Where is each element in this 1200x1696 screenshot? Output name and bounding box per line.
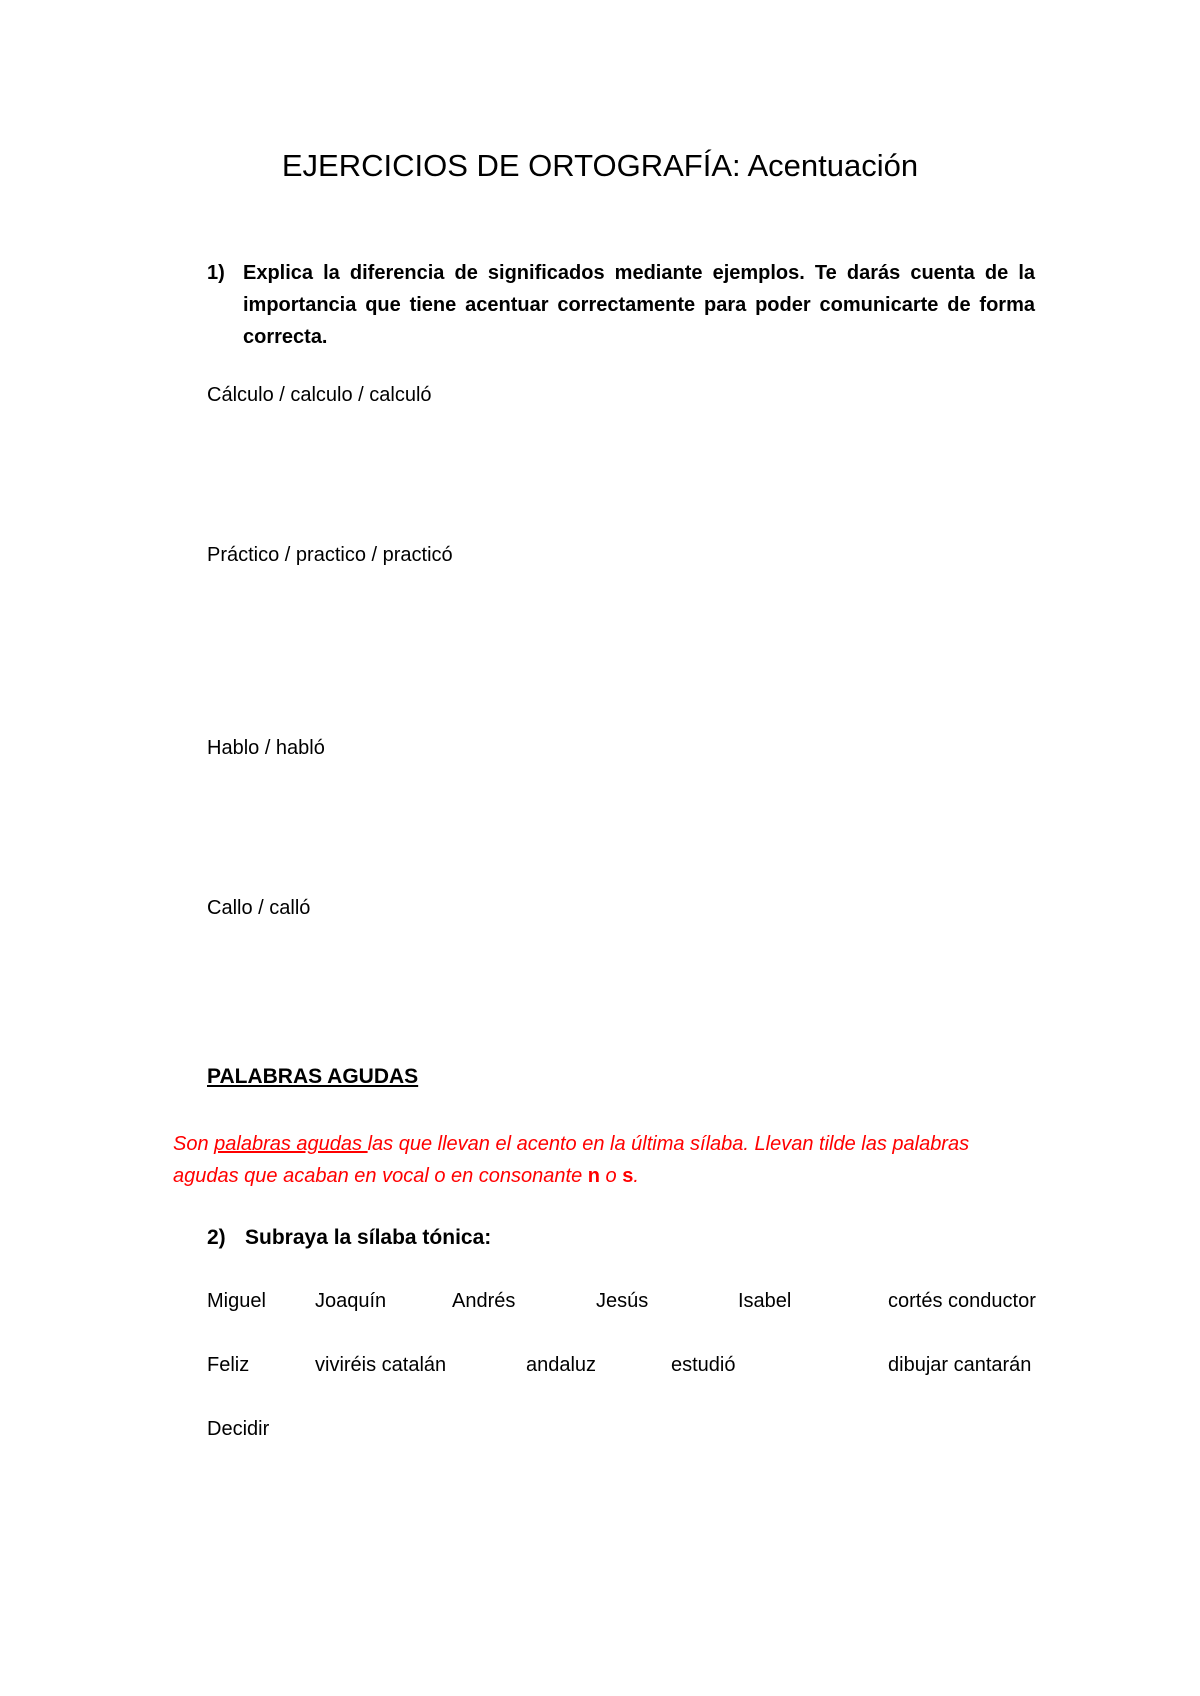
word-pair-2: Práctico / practico / practicó <box>207 544 453 566</box>
rule-part-5: . <box>633 1165 639 1187</box>
word-item: viviréis catalán <box>315 1354 447 1376</box>
word-item: Miguel <box>207 1290 266 1312</box>
word-item: Jesús <box>596 1290 649 1312</box>
word-item: cortés conductor <box>888 1290 1036 1312</box>
word-pair-3: Hablo / habló <box>207 737 325 759</box>
word-item: Isabel <box>738 1290 792 1312</box>
word-item: estudió <box>671 1354 736 1376</box>
rule-part-3: las que llevan el acento en la última sílaba. Llevan tilde las palabras agudas que acaban en vocal o en consonante <box>173 1133 970 1187</box>
rule-part-1: Son <box>173 1133 215 1155</box>
exercise-1-number: 1) <box>207 262 225 284</box>
exercise-2-number: 2) <box>207 1226 226 1249</box>
rule-definition <box>173 1128 1031 1192</box>
word-item: Feliz <box>207 1354 250 1376</box>
rule-term-underlined: palabras agudas <box>214 1133 368 1155</box>
section-heading-agudas: PALABRAS AGUDAS <box>207 1065 419 1088</box>
word-item: Joaquín <box>315 1290 387 1312</box>
word-item: andaluz <box>526 1354 597 1376</box>
word-pair-4: Callo / calló <box>207 897 311 919</box>
word-item: Andrés <box>452 1290 516 1312</box>
exercise-1-instruction: Explica la diferencia de significados mediante ejemplos. Te darás cuenta de la importancia que tiene acentuar correctamente para poder comunicarte de forma correcta. <box>243 262 1035 348</box>
rule-part-4: o <box>600 1165 623 1187</box>
rule-bold-n: n <box>587 1165 600 1187</box>
page-title: EJERCICIOS DE ORTOGRAFÍA: Acentuación <box>281 148 919 183</box>
word-item: dibujar cantarán <box>888 1354 1032 1376</box>
rule-bold-s: s <box>622 1165 634 1187</box>
exercise-2-instruction: Subraya la sílaba tónica: <box>245 1226 492 1249</box>
word-pair-1: Cálculo / calculo / calculó <box>207 384 432 406</box>
word-item: Decidir <box>207 1418 270 1440</box>
